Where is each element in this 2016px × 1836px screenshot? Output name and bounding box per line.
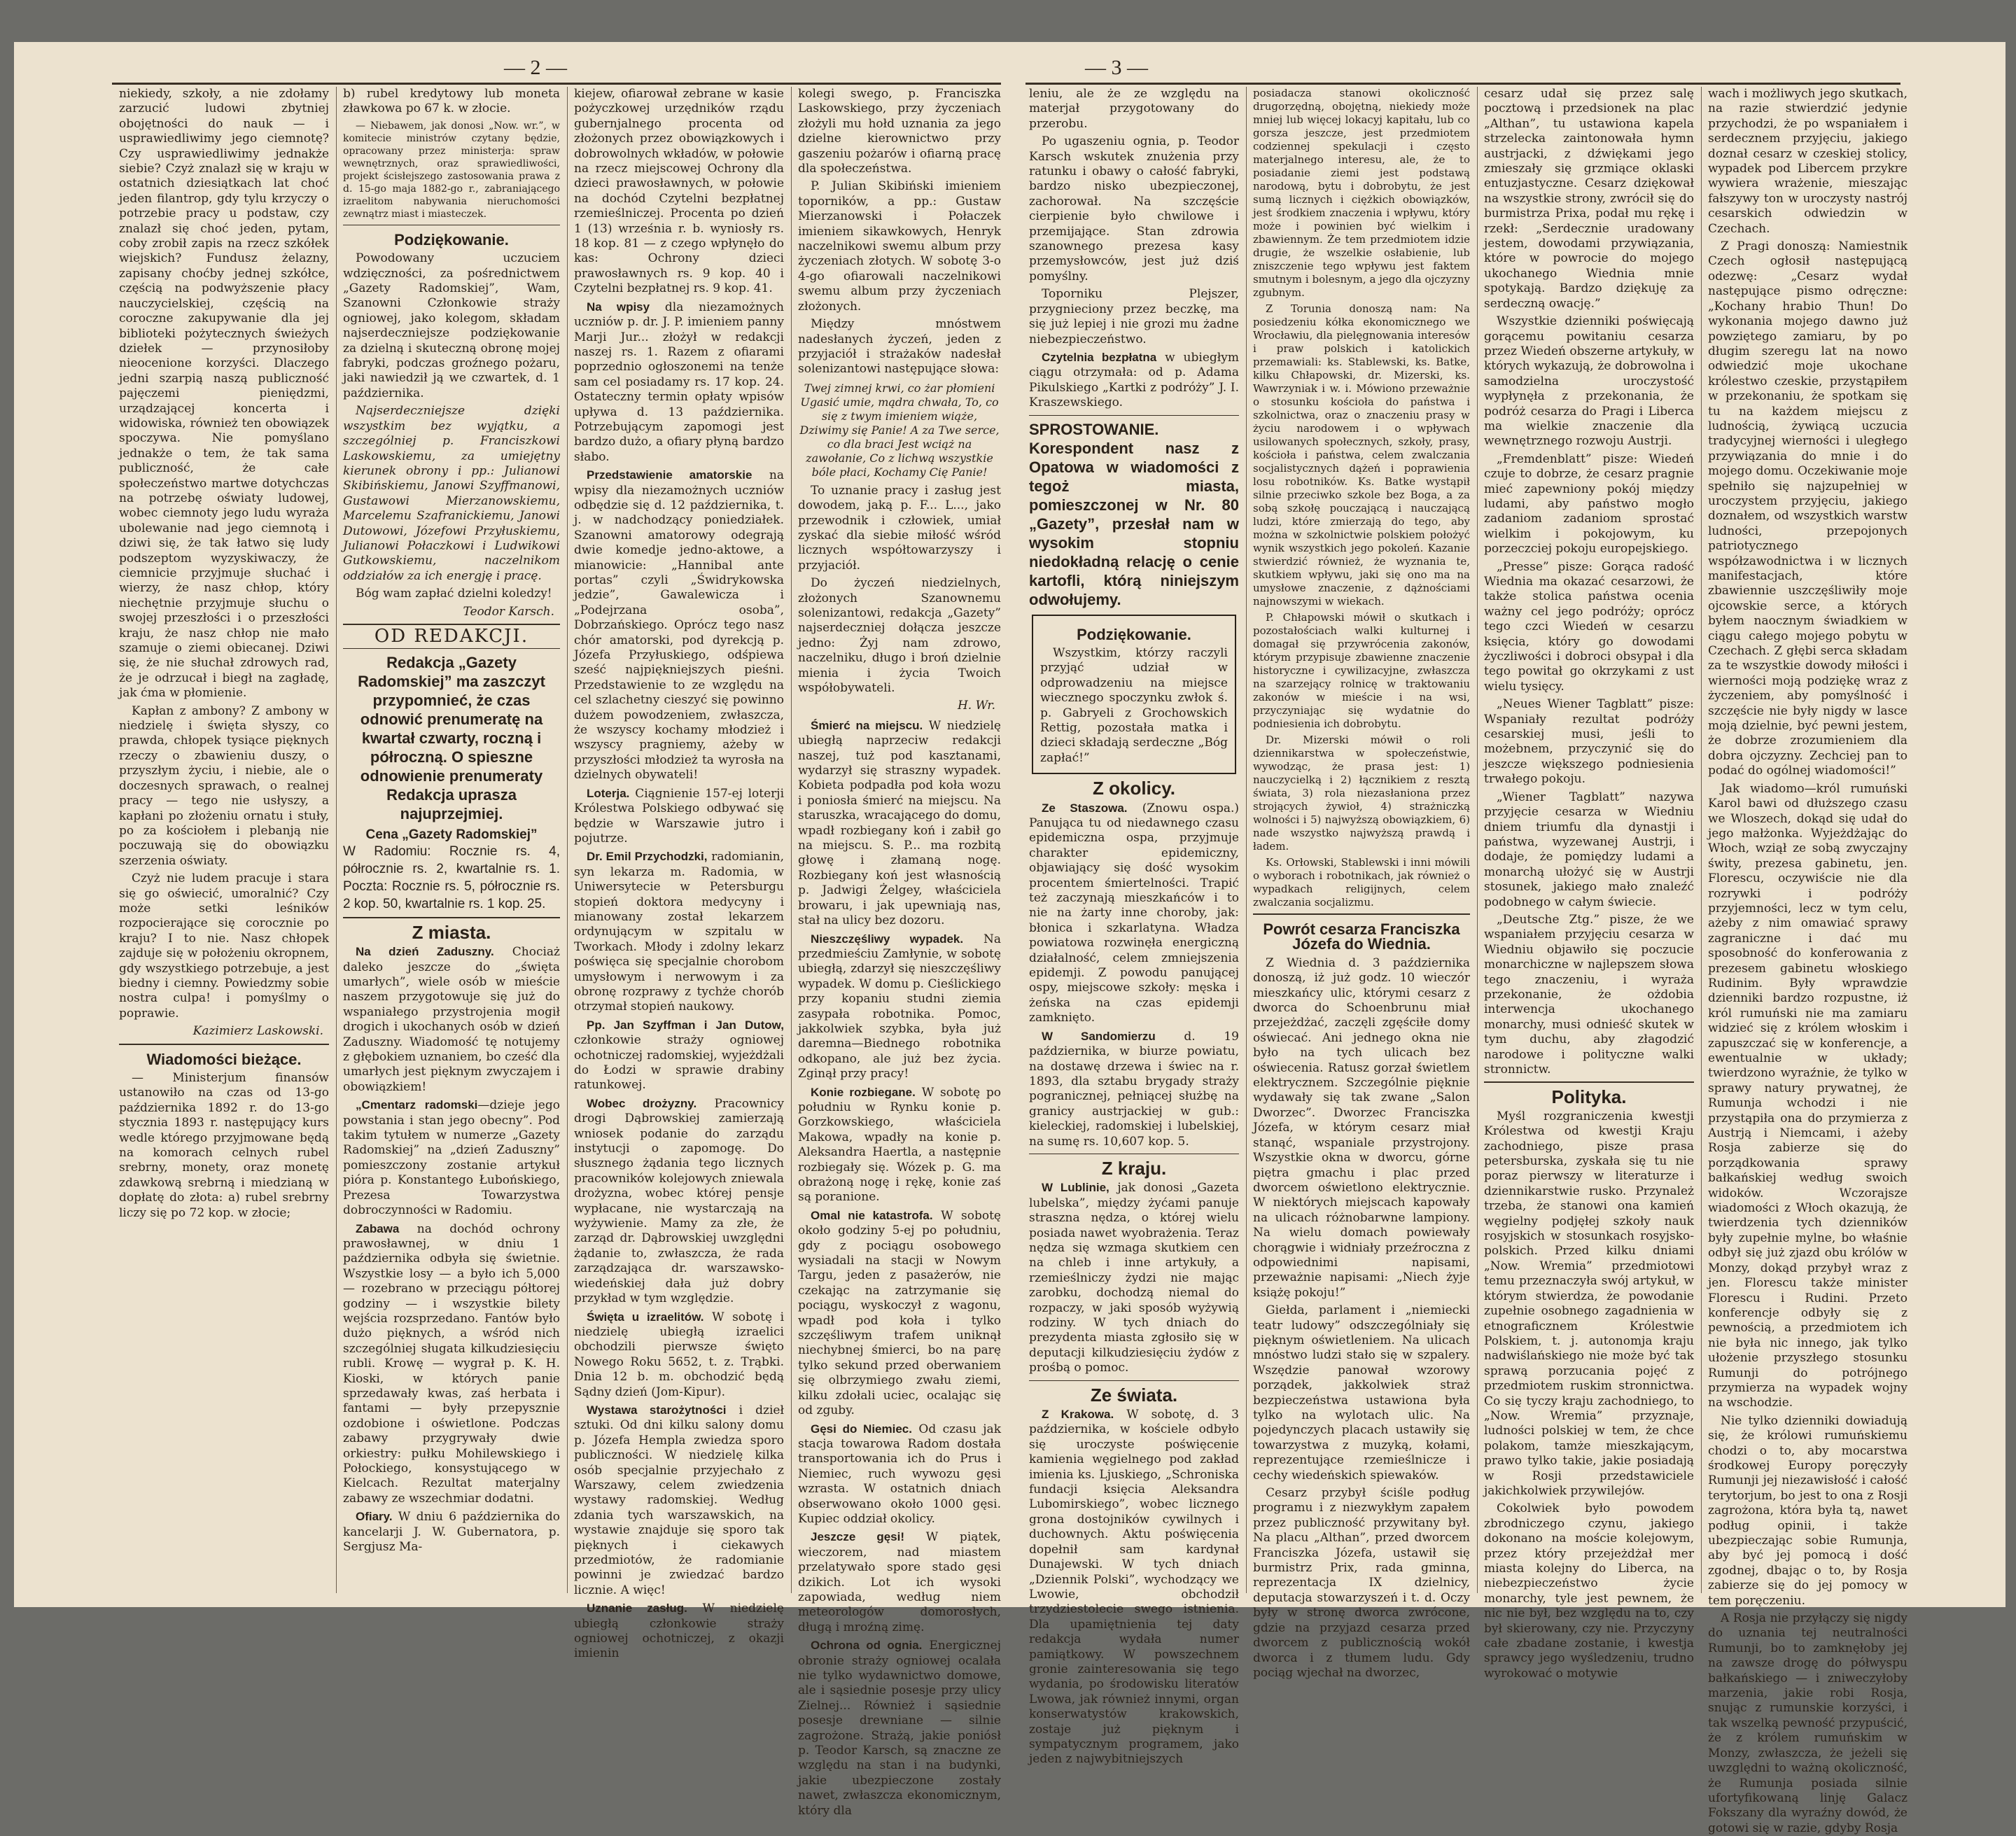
article-text: W niedzielę ubiegłą członkowie straży ogniowej ochotniczej, z okazji imienin xyxy=(574,1602,784,1661)
divider xyxy=(1029,415,1239,416)
article-text: kiejew, ofiarował zebrane w kasie pożyczkowej urzędników rządu gubernjalnego procenta od złożonych przez obowiązkowych i dobrowolnych wkładów, w połowie na rzecz miejscowej Ochrony dla dzieci prawosławnych, w połowie na dochód Czytelni bezpłatnej rzemieślniczej. Procenta po dzień 1 (13) września r. b. wyniosły rs. 18 kop. 81 — z czego wpłynęło do kas: Ochrony dzieci prawosławnych rs. 9 kop. 40 i Czytelni bezpłatnej rs. 9 kop. 41. xyxy=(574,87,784,296)
article-text: „Presse” pisze: Gorąca radość Wiednia ma okazać cesarzowi, że także stolica państwa ocenia ważny cel jego podróży; oprócz tego czci Wiedeń w cesarzu księcia, który go dowodami życzliwości i dobroci obsypał i dla tego powitał go okrzykami z ust wielu tysięcy. xyxy=(1484,559,1694,694)
article-text: Z Torunia donoszą nam: Na posiedzeniu kółka ekonomicznego we Wrocławiu, dla pielęgnowania interesów i praw polskich i katolickich przemawiali: ks. Stablewski, ks. Batke, kilku Chłapowski, dr. Mizerski, ks. Wawrzyniak i w. i. Mówiono przeważnie o stosunku kościoła do państwa i szkolnictwa, oraz o znaczeniu prasy w życiu narodowem i o wpływach usilowanych społecznych, szkoły, prasy, kościoła i państwa, celem zwalczania socjalistycznych dążeń i poprawienia losu robotników. Ks. Batke wystąpił silnie przeciwko szkole bez Boga, a za sobą szkołę pouczającą i nauczającą ludzi, które zmierzają do tego, aby można w szkolnictwie polskiem położyć wynik wszystkich jego pokoleń. Kazanie stwierdzić również, że wyznania te, skutkiem wpływu, jaki się ono ma na umysłowe znaczenie, z dążnościami najnowszymi w wiekach. xyxy=(1253,302,1470,608)
editorial-title: OD REDAKCJI. xyxy=(374,625,529,647)
article-text: „Wiener Tagblatt” nazywa przyjęcie cesarza w Wiedniu dniem triumfu dla dynastji i państwa, wyzewanej Austrji, i dodaje, że pomiędzy ludami a monarchą ułożyć się w Austrji stosunek, jakiego mało znaleźć podobnego w całym świecie. xyxy=(1484,790,1694,909)
left-page xyxy=(14,42,1015,1818)
article-subheading: Omal nie katastrofa. xyxy=(811,1208,933,1222)
page-number: — 2 — xyxy=(504,56,567,79)
divider xyxy=(119,1044,329,1045)
article-text: W piątek, wieczorem, nad miastem przelatywało spore stado gęsi dzikich. Lot ich wysoki zapowiada, według niem meteorologów domorosłych, długą i mroźną zimę. xyxy=(798,1530,1001,1634)
article-text: Energicznej obronie straży ogniowej ocalała nie tylko wydawnictwo domowe, ale i sąsiednie posesje przy ulicy Zielnej... Również i sąsiednie posesje drewniane — silnie zagrożone. Strażą, jakie poniósł p. Teodor Karsch, są znaczne ze względu na stan i na budynki, jakie ubezpieczone zostały nawet, zwłaszcza ekonomicznym, który dla xyxy=(798,1639,1002,1818)
article-text: leniu, ale że ze względu na materjał przygotowany do przerobu. xyxy=(1029,87,1239,131)
article-text: W sobotę i niedzielę ubiegłą izraelici obchodzili pierwsze święto Nowego Roku 5652, t. z. Trąbki. Dnia 12 b. m. obchodzić będą Sądny dzień (Jom-Kipur). xyxy=(574,1310,785,1399)
article-subheading: Na dzień Zaduszny. xyxy=(356,945,494,959)
article-text: Dr. Mizerski mówił o roli dziennikarstwa w społeczeństwie, wywodząc, że prasa jest: 1) nauczycielką i 2) łącznikiem z resztą świata, 3) rola niezasłaniona przez strojących żywioł, 4) strażniczką wolności i 5) najwyższą obowiązkiem, 6) nade wszystko najwyższą prawdą i ładem. xyxy=(1253,734,1470,853)
column-rule xyxy=(1477,87,1478,1593)
article-text: Najserdeczniejsze dzięki wszystkim bez wyjątku, a szczególniej p. Franciszkowi Laskowskiemu, za umiejętny kierunek obrony i pp.: Julianowi Skibińskiemu, Janowi Szyffmanowi, Gustawowi Mierzanowskiemu, Marcelemu Szafranickiemu, Janowi Dutowowi, Józefowi Przyłuskiemu, Julianowi Połaczkowi i Ludwikowi Gutkowskiemu, naczelnikom oddziałów za ich energję i pracę. xyxy=(343,404,560,583)
article-text: „Neues Wiener Tagblatt” pisze: Wspaniały rezultat podróży cesarskiej musi, jeśli to możebnem, przyczynić się do jeszcze większego podniesienia trwałego pokoju. xyxy=(1484,697,1694,787)
article-subheading: Wystawa starożytności xyxy=(587,1403,727,1417)
article-text: cesarz udał się przez salę pocztową i przedsionek na plac „Althan”, tu ustawiona kapela strzelecka zaintonowała hymn austrjacki, z dźwiękami jego zmieszały się grzmiące oklaski entuzjastyczne. Cesarz dziękował na wszystkie strony, zwrócił się do burmistrza Prixa, podał mu rękę i rzekł: „Serdecznie uradowany jestem, dowodami przywiązania, które w powrocie do mojego ukochanego Wiednia mnie spotykają. Bardzo dziękuję za serdeczną owację.” xyxy=(1484,87,1694,311)
article-text: radomianin, syn lekarza m. Radomia, w Uniwersytecie w Petersburgu stopień doktora medycyny i mianowany został lekarzem ordynującym w szpitalu w Tworkach. Młody i zdolny lekarz poświęca się specjalnie chorobom umysłowym i nerwowym i za obronę rozprawy z tychże chorób otrzymał stopień naukowy. xyxy=(574,850,784,1014)
left-column-4 xyxy=(798,87,1002,1818)
article-text: na dochód ochrony prawosławnej, w dniu 1 października odbyła się świetnie. Wszystkie losy — a było ich 5,000 — rozebrano w przeciągu półtorej godziny — i wszystkie bilety wejścia rozsprzedano. Fantów było dużo pięknych, a wśród nich szczególniej sługata kilkudziesięciu rubli. Krowę — wygrał p. K. H. Kioski, w których panie sprzedawały kwas, zaś herbata i fantami — były przepysznie ozdobione i oświetlone. Podczas zabawy przygrywały dwie orkiestry: pułku Mohilewskiego i Połockiego, konsystującego w Kielcach. Rezultat materjalny zabawy ze wszechmiar dodatni. xyxy=(343,1221,561,1506)
right-column-3 xyxy=(1484,87,1694,1681)
article-text: dla niezamożnych uczniów p. dr. J. P. imieniem panny Marji Jur... złożył w redakcji naszej rs. 1. Razem z ofiarami poprzednio ogłoszonemi na tenże sam cel posiadamy rs. 17 kop. 24. Ostateczny termin opłaty wpisów upływa d. 13 października. Potrzebującym zapomogi jest bardzo dużo, a ofiary płyną bardzo słabo. xyxy=(574,300,785,464)
right-column-4 xyxy=(1708,87,1907,1835)
article-text: Na przedmieściu Zamłynie, w sobotę ubiegłą, zdarzył się nieszczęśliwy wypadek. W domu p. Cieślickiego przy kopaniu studni ziemia zasypała robotnika. Pomoc, jakkolwiek szybka, była już daremna—Biednego robotnika odkopano, ale już bez życia. Zginął przy pracy! xyxy=(798,932,1002,1081)
article-text: jak donosi „Gazeta lubelska”, między żyćami panuje straszna nędza, o której wielu posiada nawet wyobrażenia. Teraz nędza się wzmaga skutkiem cen na chleb i inne artykuły, a rzemieślniczy żydzi nie mając zarobku, dochodzą niemal do rozpaczy, w jaki sposób wyżywią rodziny. W tych dniach do prezydenta miasta zgłosiło się w deputacji kilkudziesięciu żydów z prośbą o pomoc. xyxy=(1029,1181,1240,1375)
article-text: Nie tylko dzienniki dowiadują się, że królowi rumuńskiemu chodzi o to, aby mocarstwa środkowej Europy poręczyły Rumunji jej niezawisłość i całość terytorjum, bo jest to ona z Rosji zagrożona, która była tą, nawet podług opinii, i także ubezpieczając sobie Rumunja, aby być jej pomocą i dość zgodnej, dbając o to, by Rosja zabierze się do jej pomocy w tem poręczeniu. xyxy=(1708,1413,1907,1608)
section-heading: Z okolicy. xyxy=(1093,778,1175,799)
article-text: Powodowany uczuciem wdzięczności, za pośrednictwem „Gazety Radomskiej”, Wam, Szanowni Członkowie straży ogniowej, jako kolegom, składam najserdeczniejsze podziękowanie za dzielną i skuteczną obronę mojej fabryki, podczas groźnego pożaru, jaki nawiedził ją we czwartek, d. 1 października. xyxy=(343,251,560,400)
article-subheading: Czytelnia bezpłatna xyxy=(1042,350,1157,364)
article-text: Między mnóstwem nadesłanych życzeń, jeden z przyjaciół i strażaków nadesłał solenizantowi następujące słowa: xyxy=(798,317,1001,377)
left-column-3 xyxy=(574,87,785,1661)
divider xyxy=(343,648,560,649)
article-text: d. 19 października, w biurze powiatu, na dostawę drzewa i świec na r. 1893, dla sztabu brygady straży pogranicznej, pełniącej służbę na granicy austrjackiej w gub.: kieleckiej, radomskiej i lubelskiej, na sumę rs. 10,607 kop. 5. xyxy=(1029,1029,1239,1149)
article-text: W niedzielę ubiegłą naprzeciw redakcji naszej, tuż pod kasztanami, wydarzył się straszny wypadek. Kobieta podpadła pod koła wozu i poniosła śmierć na miejscu. Na staruszka, wracającego do domu, wpadł rozbiegany koń i zabił go na miejscu. S. P... ma rozbitą głowę i złamaną nogę. Rozbiegany koń jest własnością p. Jadwigi Żelgey, właściciela browaru, i jak upewniają nas, stał na ulicy bez dozoru. xyxy=(798,718,1001,928)
column-rule xyxy=(791,87,792,1593)
signature: Kazimierz Laskowski. xyxy=(192,1024,323,1039)
article-text: b) rubel kredytowy lub moneta zławkowa po 67 k. w złocie. xyxy=(343,87,560,116)
article-text: W dniu 6 października do kancelarji J. W. Gubernatora, p. Sergjusz Ma- xyxy=(343,1510,561,1555)
article-text: Myśl rozgraniczenia kwestji Królestwa od kwestji Kraju zachodniego, pisze prasa petersburska, zyskała się tu nie poraz pierwszy w literaturze i dziennikarstwie rusko. Przynależ trzeba, że stanowi ona kamień węgielny podjęłej szkoły nauk rosyjskich w stosunkach rosyjsko-polskich. Przed kilku dniami „Now. Wremia” przedmiotowi temu przeznaczyła swój artykuł, w którym stwierdza, że powodanie zupełnie osobnego zagadnienia w etnograficznem Królestwie Polskiem, t. j. autonomja kraju nadwiślańskiego nie może być tak sprawą porzucania pojęć z przedmiotem ruskim stronnictwa. Co się tyczy kraju zachodniego, to „Now. Wremia” przyznaje, ludności polskiej w tem, że chce polakom, tamże mieszkającym, prawo tylko takie, jakie posiadają w Rosji przedstawiciele jakichkolwiek przywilejów. xyxy=(1484,1109,1694,1498)
article-subheading: Nieszczęśliwy wypadek. xyxy=(811,932,964,946)
article-text: niekiedy, szkoły, a nie zdołamy zarzucić ludowi zbytniej obojętności do nauk — i usprawiedliwimy jego ciemnotę? Czy usprawiedliwimy jednakże siebie? Czyż znalazł się w kraju w ostatnich dziesiątkach lat choć jeden filantrop, gdy tylu krzyczy o potrzebie pracy u podstaw, czy znalazł się choć jeden, pytam, coby zrobił zapis na rzecz szkółek wiejskich? Fundusz żelazny, zapisany choćby jednej szkółce, częścią na podwyższenie płacy nauczycielskiej, częścią na coroczne zakupywanie dla jej biblioteki pożytecznych świeżych dziełek — przynosiłoby nieocenione korzyści. Dlaczego jedni szarpią naszą publiczność pajęczemi pieniędzmi, urządzającej koncerta i widowiska, również ten obowiązek spoczywa. Nie pomyślano jednakże o tem, że tak sama publiczność, że całe społeczeństwo martwe dotychczas na potrzebę oświaty ludowej, wobec ciemnoty jego ludu wyraża ubolewanie nad jego ciemnotą i dziwi się, że tak łatwo się ludy podszeptom wyzyskiwaczy, że ciemnicie przyjmuje słuchać i wierzy, że nasz chłop, który niechętnie przyjmuje słuchu o swojej przeszłości i o przeszłości kraju, że nasz chłop nie mało szamuje o ziemi obiecanej. Dziwi się, że nie słuchał zdrowych rad, że je odrzucał i biegł na zagładę, jak ćma w płomienie. xyxy=(119,87,329,701)
section-heading: Polityka. xyxy=(1551,1086,1627,1108)
article-subheading: Dr. Emil Przychodzki, xyxy=(587,850,708,864)
article-text: Ciągnienie 157-ej loterji Królestwa Polskiego odbywać się będzie w Warszawie jutro i pojutrze. xyxy=(574,786,785,846)
thanks-box xyxy=(1032,615,1236,775)
article-text: — Niebawem, jak donosi „Now. wr.”, w komitecie ministrów czytany będzie, opracowany przez ministerja: spraw wewnętrznych, oraz sprawiedliwości, projekt ścisłejszego zastosowania prawa z d. 15-go maja 1882-go r., zabraniającego izraelitom nabywania nieruchomości zewnątrz miast i miasteczek. xyxy=(343,120,560,220)
price-list: W Radomiu: Rocznie rs. 4, półrocznie rs. 2, kwartalnie rs. 1. Poczta: Rocznie rs. 5, półrocznie rs. 2 kop. 50, kwartalnie rs. 1 kop. 25. xyxy=(343,843,560,911)
article-text: —dzieje jego powstania i stan jego obecny”. Pod takim tytułem w numerze „Gazety Radomskiej” na „dzień Zaduszny” pomieszczony zostanie artykuł pióra p. Konstantego Łubońskiego, Prezesa Towarzystwa dobroczynności w Radomiu. xyxy=(343,1098,560,1218)
box-heading: Podziękowanie. xyxy=(1077,625,1191,643)
article-text: kolegi swego, p. Franciszka Laskowskiego, przy życzeniach złożyli mu hołd uznania za jego dzielne kierownictwo przy gaszeniu pożarów i ofiarną pracę dla społeczeństwa. xyxy=(798,87,1001,176)
article-text: członkowie straży ogniowej ochotniczej radomskiej, wyjeżdżali do Łodzi w sprawie drabiny ratunkowej. xyxy=(574,1033,784,1093)
article-text: P. Chłapowski mówił o skutkach i pozostałościach walki kulturnej i domagał się przywrócenia zakonów, którym przypisuje zbawienne znaczenie historyczne i cywilizacyjne, zwłaszcza na szarzejący rolnicę w traktowaniu zakonów w mieście i na wsi, przyczyniając się wydatnie do podniesienia ich dobrobytu. xyxy=(1253,611,1470,730)
article-subheading: Ofiary. xyxy=(356,1510,393,1524)
article-text: W sobotę około godziny 5-ej po południu, gdy z pociągu osobowego wysiadali na stacji w Nowym Targu, jeden z pasażerów, nie czekając na zatrzymanie się pociągu, wyskoczył z wagonu, wpadł pod koła i tylko szczęśliwym trafem uniknął niechybnej śmierci, bo na parę tylko sekund przed oberwaniem się olbrzymiego zwału ziemi, kilku zdołali uciec, ocalając się od zguby. xyxy=(798,1208,1001,1418)
left-column-1 xyxy=(119,87,329,1593)
column-rule xyxy=(567,87,568,1593)
section-heading: Podziękowanie. xyxy=(394,230,509,248)
box-text: Wszystkim, którzy raczyli przyjąć udział w odprowadzeniu na miejsce wiecznego spoczynku zwłok ś. p. Gabryeli z Grochowskich Rettig, pozostała matka i dzieci składają serdeczne „Bóg zapłać!” xyxy=(1040,645,1228,765)
article-text: Wszystkie dzienniki poświęcają gorącemu powitaniu cesarza przez Wiedeń obszerne artykuły, w których wykazują, że dobrowolna i samodzielna uroczystość wypłynęła z przekonania, że podróż cesarza do Pragi i Liberca ma wielkie znaczenie dla wewnętrznego rozwoju Austrji. xyxy=(1484,314,1694,449)
section-heading: Wiadomości bieżące. xyxy=(146,1050,302,1068)
right-column-2 xyxy=(1253,87,1470,1680)
right-page xyxy=(1015,42,2005,1835)
article-subheading: Ochrona od ognia. xyxy=(811,1639,923,1653)
section-heading: Z miasta. xyxy=(412,921,491,943)
section-heading: Powrót cesarza Franciszka Józefa do Wiednia. xyxy=(1263,920,1460,953)
page-number: — 3 — xyxy=(1085,56,1148,79)
article-subheading: W Sandomierzu xyxy=(1042,1029,1156,1043)
article-text: Pracownicy drogi Dąbrowskiej zamierzają wniosek podanie do zarządu instytucji o zapomogę. Do słusznego żądania tego licznych pracowników kolejowych zniewala drożyzna, wobec której pensje wypłacane, nie wystarczają na wyżywienie. Mamy za złe, że zarząd dr. Dąbrowskiej uwzględni żądanie to, zwłaszcza, że rada zarządzająca dr. warszawsko-wiedeńskiej dała już dobry przykład w tym względzie. xyxy=(574,1096,784,1306)
poem: Twej zimnej krwi, co żar płomieni Ugasić umie, mądra chwała, To, co się z twym imieniem wiąże, Dziwimy się Panie! A za Twe serce, co dla braci Jest wciąż na zawołanie, Co z lichwą wszystkie bóle płaci, Kochamy Cię Panie! xyxy=(799,381,1000,479)
article-text: posiadacza stanowi okoliczność drugorzędną, obojętną, niekiedy może mniej lub więcej lokacyj kapitału, lub co gorsza jeszcze, jest przedmiotem codziennej spekulacji i często materjalnego interesu, ale, że to posiadanie ziemi jest podstawą narodową, bytu i dobrobytu, że jest sumą licznych i ciężkich obowiązków, jest środkiem znaczenia i wpływu, który może i powinien być wielkim i zbawiennym. Że tem przedmiotem idzie drugie, że wszelkie osłabienie, lub zniszczenie tego wpływu jest faktem smutnym i bolesnym, a jego dla ojczyzny zgubnym. xyxy=(1253,87,1470,299)
top-rule xyxy=(112,83,1001,85)
article-text: Giełda, parlament i „niemiecki teatr ludowy” odszczególniały się pięknym oświetleniem. Na ulicach mnóstwo ludzi stało się w szpalery. Wszędzie panował wzorowy porządek, jakkolwiek straż bezpieczeństwa ustawiona była tylko na wylotach ulic. Na pojedynczych placach ustawiły się towarzystwa z muzyką, kołami, reprezentujące rzemieślnicze i cechy wiedeńskich spiewaków. xyxy=(1253,1303,1470,1483)
article-subheading: Loterja. xyxy=(587,786,630,800)
subscription-notice: Redakcja „Gazety Radomskiej” ma zaszczyt przypomnieć, że czas odnowić prenumeratę na kwartał czwarty, roczną i półroczną. O spieszne odnowienie prenumeraty Redakcja uprasza najuprzejmiej. xyxy=(358,654,545,823)
article-text: W sobotę po południu w Rynku konie p. Gorzkowskiego, właściciela Makowa, wpadły na konie p. Aleksandra Haertla, a następnie rozbiegały się. Wózek p. G. ma obrażoną nogę i rękę, konie zaś są poranione. xyxy=(798,1085,1001,1205)
article-text: Z Wiednia d. 3 października donoszą, iż już godz. 10 wieczór mieszkańcy ulic, którymi cesarz z dworca do Schoenbrunu miał przejeżdżać, zaczęli zgęściłe domy oświecać. Ani jednego okna nie było na tych ulicach bez oświecenia. Ratusz gorzał świetlem elektrycznem. Szczególnie pięknie wydawały się tak zwane „Salon Dworzec”. Dworzec Franciszka Józefa, w którym cesarz miał stanąć, wspaniale przystrojony. Wszystkie okna w dworcu, górne piętra gmachu i plac przed dworcem oświetlono elektrycznie. W niektórych miejscach kapowały na ulicach różnobarwne lampiony. Na wielu domach powiewały chorągwie i widniały przeźroczna z odpowiednimi napisami, przeważnie napisami: „Niech żyje książę pokoju!” xyxy=(1253,955,1470,1300)
article-subheading: Na wpisy xyxy=(587,300,650,314)
article-subheading: Pp. Jan Szyffman i Jan Dutow, xyxy=(587,1018,784,1032)
article-subheading: Konie rozbiegane. xyxy=(811,1085,916,1099)
article-subheading: Wobec drożyzny. xyxy=(587,1096,697,1110)
article-text: w ubiegłym ciągu otrzymała: od p. Adama Pikulskiego „Kartki z podróży” J. I. Kraszewskiego. xyxy=(1029,350,1240,410)
article-subheading: Przedstawienie amatorskie xyxy=(587,468,752,482)
article-text: Do życzeń niedzielnych, złożonych Szanownemu solenizantowi, redakcja „Gazety” najserdeczniej dołącza jeszcze jedno: Żyj nam zdrowo, naczelniku, długo i broń dzielnie mienia i życia Twoich współobywateli. xyxy=(798,576,1001,695)
signature: H. Wr. xyxy=(957,699,995,713)
top-rule xyxy=(1026,83,1900,85)
article-text: Po ugaszeniu ognia, p. Teodor Karsch wskutek znużenia przy ratunku i obawy o całość fabryki, bardzo nisko ubezpieczonej, zachorował. Na szczęście cierpienie było chwilowe i przemijające. Stan zdrowia szanownego prezesa kasy przemysłowców, jest już dziś pomyślny. xyxy=(1029,134,1239,283)
signature: Teodor Karsch. xyxy=(463,604,554,619)
article-text: Chociaż daleko jeszcze do „święta umarłych”, wiele osób w mieście naszem przygotowuje się już do wspaniałego przystrojenia mogił drogich i ukochanych osób w dzień Zaduszny. Wiadomość tę notujemy z głębokiem uznaniem, bo cześć dla umarłych jest pięknym zwyczajem i obowiązkiem! xyxy=(343,945,560,1094)
article-text: wach i możliwych jego skutkach, na razie stwierdzić jedynie przychodzi, że po wspaniałem i serdecznem przyjęciu, jakiego doznał cesarz w czeskiej stolicy, wypadek pod Libercem przykre wywiera wrażenie, mieszając fałszywy ton w uroczysty nastrój cesarskich odwiedzin w Czechach. xyxy=(1708,87,1907,236)
column-rule xyxy=(1246,87,1247,1593)
price-title: Cena „Gazety Radomskiej” xyxy=(365,827,538,843)
article-text: Cokolwiek było powodem zbrodniczego czynu, jakiego dokonano na moście kolejowym, przez który przejeżdżał mer miasta kolejny do Liberca, na niebezpieczeństwo życie monarchy, tyle jest pewnem, że nic nie był, bez względu na to, czy był skierowany, czy nie. Przyczyny całe zbadane zostanie, i kwestja sprawcy jego wyśledzeniu, trudno wyrokować o motywie xyxy=(1484,1501,1694,1681)
article-subheading: Zabawa xyxy=(356,1221,400,1235)
article-text: Czyż nie ludem pracuje i stara się go oświecić, umoralnić? Czy może setki leśników rozpocierające się corocznie po kraju? I to nie. Nasz chłopek zajduje się w położeniu okropnem, gdy wszystkiego potrzebuje, a jest biedny i ciemny. Powiedzmy sobie nostra culpa! i pomyślmy o poprawie. xyxy=(119,871,329,1021)
divider xyxy=(1029,1380,1239,1381)
article-text: To uznanie pracy i zasług jest dowodem, jaką p. F... L..., jako przewodnik i człowiek, umiał zyskać dla siebie miłość wśród licznych współtowarzyszy i przyjaciół. xyxy=(798,483,1001,573)
article-subheading: Gęsi do Niemiec. xyxy=(811,1422,912,1436)
article-text: „Fremdenblatt” pisze: Wiedeń czuje to dobrze, że cesarz pragnie mieć zapewniony pokój między ludami, aby państwo mogło zadaniom zadaniom sprostać wielkim i pokojowym, ku porzeczciej pokoju europejskiego. xyxy=(1484,451,1694,556)
section-heading: Z kraju. xyxy=(1101,1157,1167,1179)
article-text: (Znowu ospa.) Panująca tu od niedawnego czasu epidemiczna ospa, przyjmuje charakter epidemiczny, objawiający się dość wysokim procentem śmiertelności. Trapić też zaczynają mieszkańców i to nie na żarty inne choroby, jak: błonica i szkarlatyna. Władza powiatowa rozwinęła energiczną działalność, celem zmniejszenia epidemji. Z powodu panującej ospy, miejscowe szkoły: męska i żeńska na czas epidemji zamknięto. xyxy=(1029,801,1240,1025)
divider xyxy=(1253,913,1470,915)
article-subheading: Ze Staszowa. xyxy=(1042,801,1128,815)
article-text: Z Pragi donoszą: Namiestnik Czech ogłosił następującą odezwę: „Cesarz wydał następujące pismo odręczne: „Kochany hrabio Thun! Do wykonania mojego dawno już powziętego zamiaru, by po długim szeregu lat na nowo odwiedzić moje ukochane królestwo czeskie, przystąpiłem w przekonaniu, że spotkam się tu na każdem miejscu z ludnością, żywiącą uczucia tradycyjnej wierności i uległego przywiązania do mnie i do mojego domu. Oczekiwanie moje spełniło się najzupełniej w uroczystem przyjęciu, jakiego doznałem, od wszystkich warstw ludności, przepojonych patriotycznego współzawodnictwa i w licznych manifestacjach, które zbawiennie uszczęśliwiły moje ojcowskie serce, a których byłem naocznym świadkiem w ciągu całego mojego pobytu w Czechach. Z głębi serca składam za te wszystkie dowody miłości i wierności moją podziękę wraz z życzeniem, aby pomyślność i szczęście nie były nigdy w lasce moją dzielnie, być pewni jestem, że dobrze zrozumieniem dla dobra ojczyzny. Zechciej pan to podać do ogólnej wiadomości!” xyxy=(1708,239,1907,778)
article-text: Jak wiadomo—król rumuński Karol bawi od dłuższego czasu we Wloszech, dokąd się udał do jego małżonka. Wyjeżdżając do Włoch, wziął ze sobą zwyczajny świty, prezesa gabinetu, jen. Florescu, oczywiście nie dla rozrywki i podróży przyjemności, lecz w tym celu, ażeby z nim omawiać sprawy zagraniczne i dać mu sposobność do konferowania z prezesem gabinetu włoskiego Rudinim. Były wprawdzie dzienniki bardzo rozpustne, iż król rumuński nie ma zamiaru widzieć się z królem włoskim i zapuszczać się w konferencje, a ewentualnie w układy; twierdzono wyraźnie, że tylko w sprawy natury prywatnej, że Rumunja wchodzi i nie przystąpiła ona do przymierza z Austrją i Niemcami, i ażeby Rosja zabierze się do porządkowania sprawy bałkańskiej według swoich widoków. Wczorajsze wiadomości z Włoch okazują, że twierdzenia tych dzienników były zupełnie mylne, bo właśnie odbył się już zjazd obu królów w Monzy, dokąd przybył wraz z jen. Florescu także minister Florescu i Rudini. Przeto konferencje odbyły się z pewnością, a przedmiotem ich nie była nic innego, jak tylko ułożenie przyszłego stosunku Rumunji do potrójnego przymierza na wypadek wojny na wschodzie. xyxy=(1708,781,1907,1410)
divider xyxy=(343,624,560,625)
article-subheading: Jeszcze gęsi! xyxy=(811,1530,904,1544)
article-text: Toporniku Plejszer, przygnieciony przez beczkę, ma się już lepiej i nie grozi mu żadne niebezpieczeństwo. xyxy=(1029,287,1239,346)
article-text: Cesarz przybył ściśle podług programu i z niezwykłym zapałem przez publiczność przywitany był. Na placu „Althan”, przed dworcem Franciszka Józefa, ustawił się burmistrz Prix, rada gminna, reprezentacja IX dzielnicy, deputacja stowarzyszeń i t. d. Oczy były w stronę dworca zwrócone, gdzie na przyjazd cesarza przed dworcem z publicznością wokół dworca i z tłumem ludu. Gdy pociąg wjechał na dworzec, xyxy=(1253,1486,1470,1680)
article-text: — Ministerjum finansów ustanowiło na czas od 13-go października 1892 r. do 13-go stycznia 1893 r. następujący kurs wedle którego przyjmowane będą na komorach celnych rubel srebrny, monety, oraz monetę zdawkową srebrną i miedzianą w dopłatę do złota: a) rubel srebrny liczy się po 72 kop. w złocie; xyxy=(119,1071,329,1220)
article-subheading: W Lublinie, xyxy=(1042,1181,1110,1195)
article-text: „Deutsche Ztg.” pisze, że we wspaniałem przyjęciu cesarza w Wiedniu objawiło się poczucie monarchiczne w najlepszem słowa tego znaczeniu, i wyraża przekonanie, że ożdobia interwencja ukochanego monarchy, musi odnieść skutek w tym duchu, aby złagodzić narodowe i polityczne walki stronnictw. xyxy=(1484,912,1694,1077)
article-text: Kapłan z ambony? Z ambony w niedzielę i święta słyszy, co prawda, chłopek tysiące pięknych rzeczy o zbawieniu duszy, o przyszłym życiu, i niebie, ale o doczesnych sprawach, o realnej pracy — tego nie usłyszy, a kapłani po złożeniu ornatu i stuły, po za kościołem i plebanją nie poczuwają się do obowiązku szerzenia oświaty. xyxy=(119,703,329,868)
section-heading: Ze świata. xyxy=(1090,1384,1178,1406)
article-text: Od czasu jak stacja towarowa Radom dostała transportowania ich do Prus i Niemiec, ruch wywozu gęsi wzrasta. W ostatnich dniach obserwowano około 1000 gęsi. Kupiec oddział okolicy. xyxy=(798,1422,1001,1526)
article-text: i dzieł sztuki. Od dni kilku salony domu p. Józefa Hempla zwiedza sporo publiczności. W niedzielę kilka osób specjalnie przyjechało z Warszawy, celem zwiedzenia wystawy radomskiej. Według zdania tych warszawskich, na wystawie znajduje się sporo tak pięknych i ciekawych przedmiotów, że radomianie powinni je zwiedzać bardzo licznie. A więc! xyxy=(574,1403,784,1597)
article-subheading: Śmierć na miejscu. xyxy=(811,718,923,732)
column-rule xyxy=(1701,87,1702,1593)
article-subheading: Uznanie zasług. xyxy=(587,1602,687,1616)
article-subheading: „Cmentarz radomski xyxy=(356,1098,478,1112)
article-text: na wpisy dla niezamożnych uczniów odbędzie się d. 12 października, t. j. w nadchodzący poniedziałek. Szanowni amatorowy odegrają dwie komedje jedno-aktowe, a mianowicie: „Hannibal ante portas” czyli „Świdrykowska jedzie”, Gawalewicza i „Podejrzana osoba”, Dobrzańskiego. Oprócz tego nasz chór amatorski, pod dyrekcją p. Józefa Przyłuskiego, odśpiewa sześć najpiękniejszych pieśni. Przedstawienie to ze względu na cel szlachetny cieszyć się powinno dużem powodzeniem, zwłaszcza, że wszyscy kochamy młodzież i wszyscy pragniemy, ażeby w przyszłości młodzież ta wyrosła na dzielnych obywateli! xyxy=(574,468,785,783)
left-column-2 xyxy=(343,87,560,1593)
column-rule xyxy=(336,87,337,1593)
correction-notice: SPROSTOWANIE. Korespondent nasz z Opatowa w wiadomości z tegoż miasta, pomieszczonej w Nr. 80 „Gazety”, przesłał nam w wysokim stopniu niedokładną relację o cenie kartofli, którą niniejszym odwołujemy. xyxy=(1029,420,1239,608)
article-text: Bóg wam zapłać dzielni koledzy! xyxy=(356,587,552,601)
article-text: P. Julian Skibiński imieniem toporników, a pp.: Gustaw Mierzanowski i Połaczek imieniem sikawkowych, Henryk naczelnikowi swemu album przy życzeniach złotych. W sobotę 3-o 4-go ofiarowali naczelnikowi swemu album przy życzeniach złożonych. xyxy=(798,179,1001,314)
article-text: A Rosja nie przyłączy się nigdy do uznania tej neutralności Rumunji, bo to zamknęłoby jej na zawsze drogę do półwyspu bałkańskiego — i zniweczyłoby marzenia, jakie robi Rosja, snując z rumunskie korzyści, i tak wszelką pewność przypuścić, że z królem rumuńskim w Monzy, zwłaszcza, że jeżeli się uwzględni to ważną okoliczność, że Rumunja posiada silnie ufortyfikowaną linję Galacz Fokszany dla wyraźny dowód, że gotowi się w razie, gdyby Rosja xyxy=(1708,1611,1907,1835)
right-column-1 xyxy=(1029,87,1240,1767)
article-subheading: Z Krakowa. xyxy=(1042,1408,1114,1422)
article-text: Ks. Orłowski, Stablewski i inni mówili o wyborach i robotnikach, jak również o wypadkach religijnych, celem zwalczania socjalizmu. xyxy=(1253,856,1470,909)
divider xyxy=(1484,1081,1694,1083)
divider xyxy=(343,917,560,918)
article-subheading: Święta u izraelitów. xyxy=(587,1310,704,1324)
article-text: W sobotę, d. 3 października, w kościele odbyło się uroczyste poświęcenie kamienia węgielnego pod zakład imienia ks. Ljuskiego, „Schroniska fundacji księcia Aleksandra Lubomirskiego”, wobec licznego grona dostojników cywilnych i duchownych. Aktu poświęcenia dopełnił sam kardynał Dunajewski. W tych dniach „Dziennik Polski”, wychodzący we Lwowie, obchodził trzydziestolecie swego istnienia. Dla upamiętnienia tej daty redakcja wydała numer pamiątkowy. W powszechnem gronie zainteresowania się tego wydania, po środowisku literatów Lwowa, jak również innymi, organ konserwatystów krakowskich, zostaje już pięknym i sympatycznym programem, jako jeden z najwybitniejszych xyxy=(1029,1408,1239,1767)
